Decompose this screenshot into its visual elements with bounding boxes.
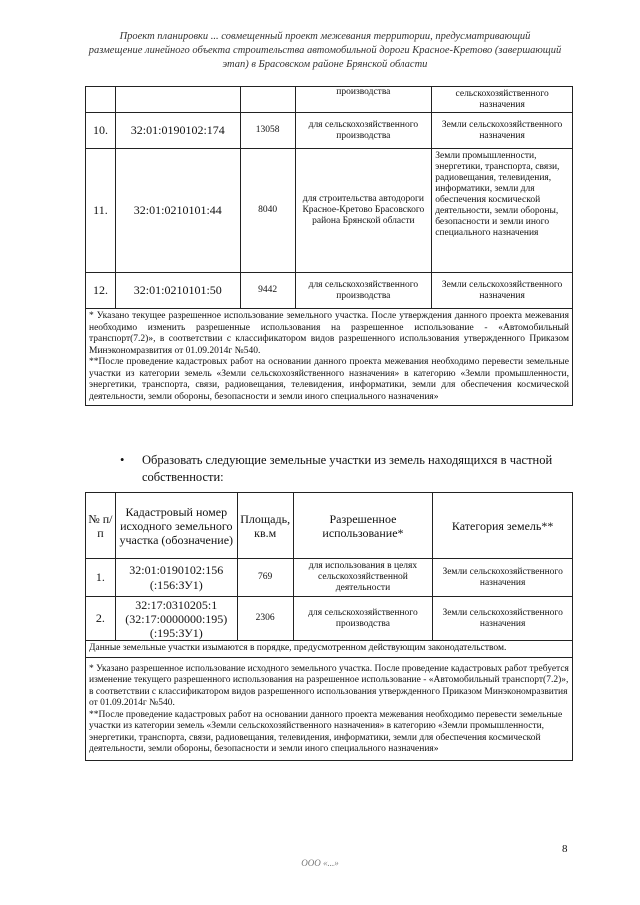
header-number: № п/п — [86, 493, 116, 559]
land-category: Земли сельскохозяйственного назначения — [433, 597, 573, 641]
area-value: 13058 — [240, 113, 295, 149]
permitted-use: для сельскохозяйственного производства — [293, 597, 433, 641]
header-use: Разрешенное использование* — [293, 493, 433, 559]
area-value — [240, 87, 295, 113]
area-value: 9442 — [240, 273, 295, 309]
row-number: 10. — [86, 113, 116, 149]
seizure-row — [86, 641, 573, 658]
note-land-category: **После проведение кадастровых работ на основании данного проекта межевания необходимо перевести земельные участки из категории земель «Земли сельскохозяйственного назначения» в категорию «Земли промышленности, энергетики, транспорта, связи, радиовещания, телевидения, информатики, земли для обеспечения космической деятельности, земли обороны, безопасности и земли иного специального назначения» — [89, 709, 563, 754]
land-category: Земли промышленности, энергетики, транспорта, связи, радиовещания, телевидения, информатики, земли для обеспечения космической деятельности, земли обороны, безопасности и земли иного специального назначения — [432, 149, 573, 273]
permitted-use: для строительства автодороги Красное-Кретово Брасовского района Брянской области — [295, 149, 432, 273]
row-number: 1. — [86, 559, 116, 597]
land-category: Земли сельскохозяйственного назначения — [433, 559, 573, 597]
table-row — [86, 559, 573, 597]
note-permitted-use: * Указано текущее разрешенное использование земельного участка. После утверждения данного проекта межевания необходимо изменить разрешенные использования на разрешенное использование - «Автомобильный транспорт(7.2)», в соответствии с классификатором видов разрешенного использования утвержденного Приказом Минэкономразвития от 01.09.2014г №540. — [89, 311, 569, 356]
document-header — [80, 30, 570, 72]
cadastral-number: 32:01:0190102:174 — [115, 113, 240, 149]
land-plots-table-2 — [85, 492, 573, 761]
bullet-paragraph — [120, 452, 572, 486]
row-number: 12. — [86, 273, 116, 309]
permitted-use: для сельскохозяйственного производства — [295, 273, 432, 309]
cadastral-number: 32:01:0210101:50 — [115, 273, 240, 309]
header-cadastral: Кадастровый номер исходного земельного участка (обозначение) — [115, 493, 237, 559]
header-line-1: Проект планировки ... совмещенный проект межевания территории, предусматривающий — [119, 31, 531, 42]
notes-row — [86, 657, 573, 760]
seizure-text: Данные земельные участки изымаются в порядке, предусмотренном действующим законодательством. — [86, 641, 573, 658]
cadastral-number: 32:01:0190102:156 (:156:ЗУ1) — [115, 559, 237, 597]
header-line-3: этап) в Брасовском районе Брянской области — [222, 59, 428, 70]
permitted-use: для использования в целях сельскохозяйственной деятельности — [293, 559, 433, 597]
page-footer: ООО «...» — [301, 858, 339, 868]
area-value: 2306 — [237, 597, 293, 641]
row-number — [86, 87, 116, 113]
header-line-2: размещение линейного объекта строительства автомобильной дороги Красное-Кретово (завершающий — [88, 45, 562, 56]
bullet-text: Образовать следующие земельные участки из земель находящихся в частной собственности: — [142, 453, 553, 484]
permitted-use: производства — [295, 87, 432, 113]
permitted-use: для сельскохозяйственного производства — [295, 113, 432, 149]
page-number: 8 — [562, 843, 568, 855]
cadastral-number: 32:17:0310205:1 (32:17:0000000:195) (:195:ЗУ1) — [115, 597, 237, 641]
cadastral-number — [115, 87, 240, 113]
table-notes — [86, 309, 573, 406]
area-value: 8040 — [240, 149, 295, 273]
table-row — [86, 113, 573, 149]
table-header-row — [86, 493, 573, 559]
row-number: 11. — [86, 149, 116, 273]
cadastral-number: 32:01:0210101:44 — [115, 149, 240, 273]
row-number: 2. — [86, 597, 116, 641]
note-land-category: **После проведение кадастровых работ на основании данного проекта межевания необходимо перевести земельные участки из категории земель «Земли сельскохозяйственного назначения» в категорию «Земли промышленности, энергетики, транспорта, связи, радиовещания, телевидения, информатики, земли для обеспечения космической деятельности, земли обороны, безопасности и земли иного специального назначения» — [89, 357, 569, 402]
header-category: Категория земель** — [433, 493, 573, 559]
land-category: Земли сельскохозяйственного назначения — [432, 113, 573, 149]
header-area: Площадь, кв.м — [237, 493, 293, 559]
notes-row — [86, 309, 573, 406]
land-plots-table-1 — [85, 86, 573, 406]
bullet-icon: • — [120, 453, 125, 467]
table-notes — [86, 657, 573, 760]
table-row — [86, 273, 573, 309]
table-row — [86, 597, 573, 641]
table-row — [86, 87, 573, 113]
table-row — [86, 149, 573, 273]
area-value: 769 — [237, 559, 293, 597]
note-permitted-use: * Указано разрешенное использование исходного земельного участка. После проведение кадастровых работ требуется изменение текущего разрешенного использования на разрешенное использование - «Автомобильный транспорт(7.2)», в соответствии с классификатором видов разрешенного использования утвержденного Приказом Минэкономразвития от 01.09.2014г №540. — [89, 663, 569, 708]
land-category: сельскохозяйственного назначения — [432, 87, 573, 113]
land-category: Земли сельскохозяйственного назначения — [432, 273, 573, 309]
